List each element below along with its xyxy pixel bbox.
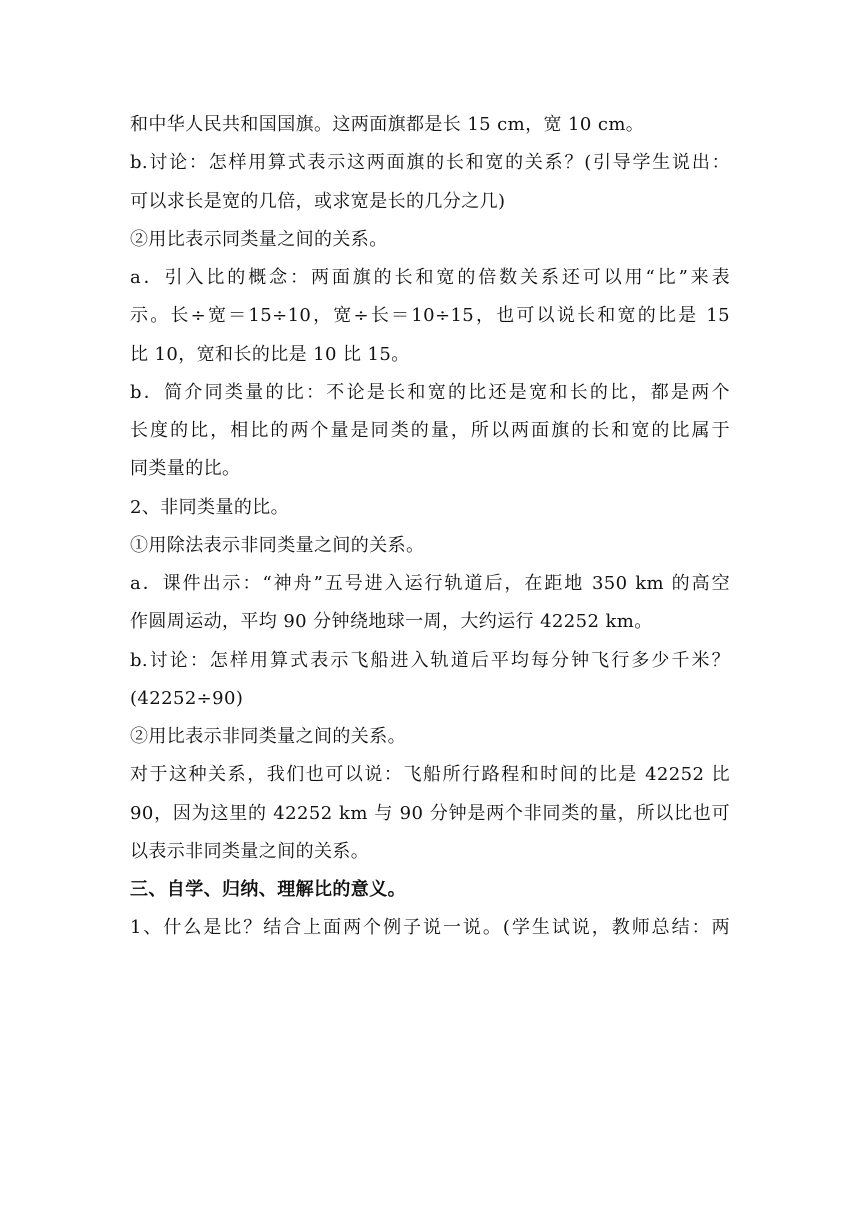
document-body [130,106,730,948]
text-line: 可以求长是宽的几倍，或求宽是长的几分之几) [130,190,506,212]
text-line: 比 10，宽和长的比是 10 比 15。 [130,343,410,365]
text-line: b.讨论：怎样用算式表示飞船进入轨道后平均每分钟飞行多少千米？ [130,649,730,671]
text-line: b．简介同类量的比：不论是长和宽的比还是宽和长的比，都是两个 [130,381,730,403]
text-line: 作圆周运动，平均 90 分钟绕地球一周，大约运行 42252 km。 [130,611,653,633]
section-subheading: ②用比表示同类量之间的关系。 [130,228,388,250]
text-line: 示。长÷宽＝15÷10，宽÷长＝10÷15，也可以说长和宽的比是 15 [130,305,730,327]
section-heading: 2、非同类量的比。 [130,496,290,518]
text-line: 长度的比，相比的两个量是同类的量，所以两面旗的长和宽的比属于 [130,420,730,441]
text-line: 以表示非同类量之间的关系。 [130,840,370,862]
text-line: (42252÷90) [130,687,244,709]
text-line: a．引入比的概念：两面旗的长和宽的倍数关系还可以用“比”来表 [130,267,730,288]
text-line: 1、什么是比？结合上面两个例子说一说。(学生试说，教师总结：两 [130,917,730,939]
section-subheading: ②用比表示非同类量之间的关系。 [130,726,406,747]
section-subheading: ①用除法表示非同类量之间的关系。 [130,534,425,556]
text-line: a．课件出示：“神舟”五号进入运行轨道后，在距地 350 km 的高空 [130,573,730,594]
text-line: 90，因为这里的 42252 km 与 90 分钟是两个非同类的量，所以比也可 [130,802,730,824]
text-line: 同类量的比。 [130,458,241,480]
text-line: b.讨论：怎样用算式表示这两面旗的长和宽的关系？(引导学生说出： [130,152,730,174]
part-heading: 三、自学、归纳、理解比的意义。 [130,879,406,900]
text-line: 和中华人民共和国国旗。这两面旗都是长 15 cm，宽 10 cm。 [130,114,645,135]
text-line: 对于这种关系，我们也可以说：飞船所行路程和时间的比是 42252 比 [130,764,730,786]
